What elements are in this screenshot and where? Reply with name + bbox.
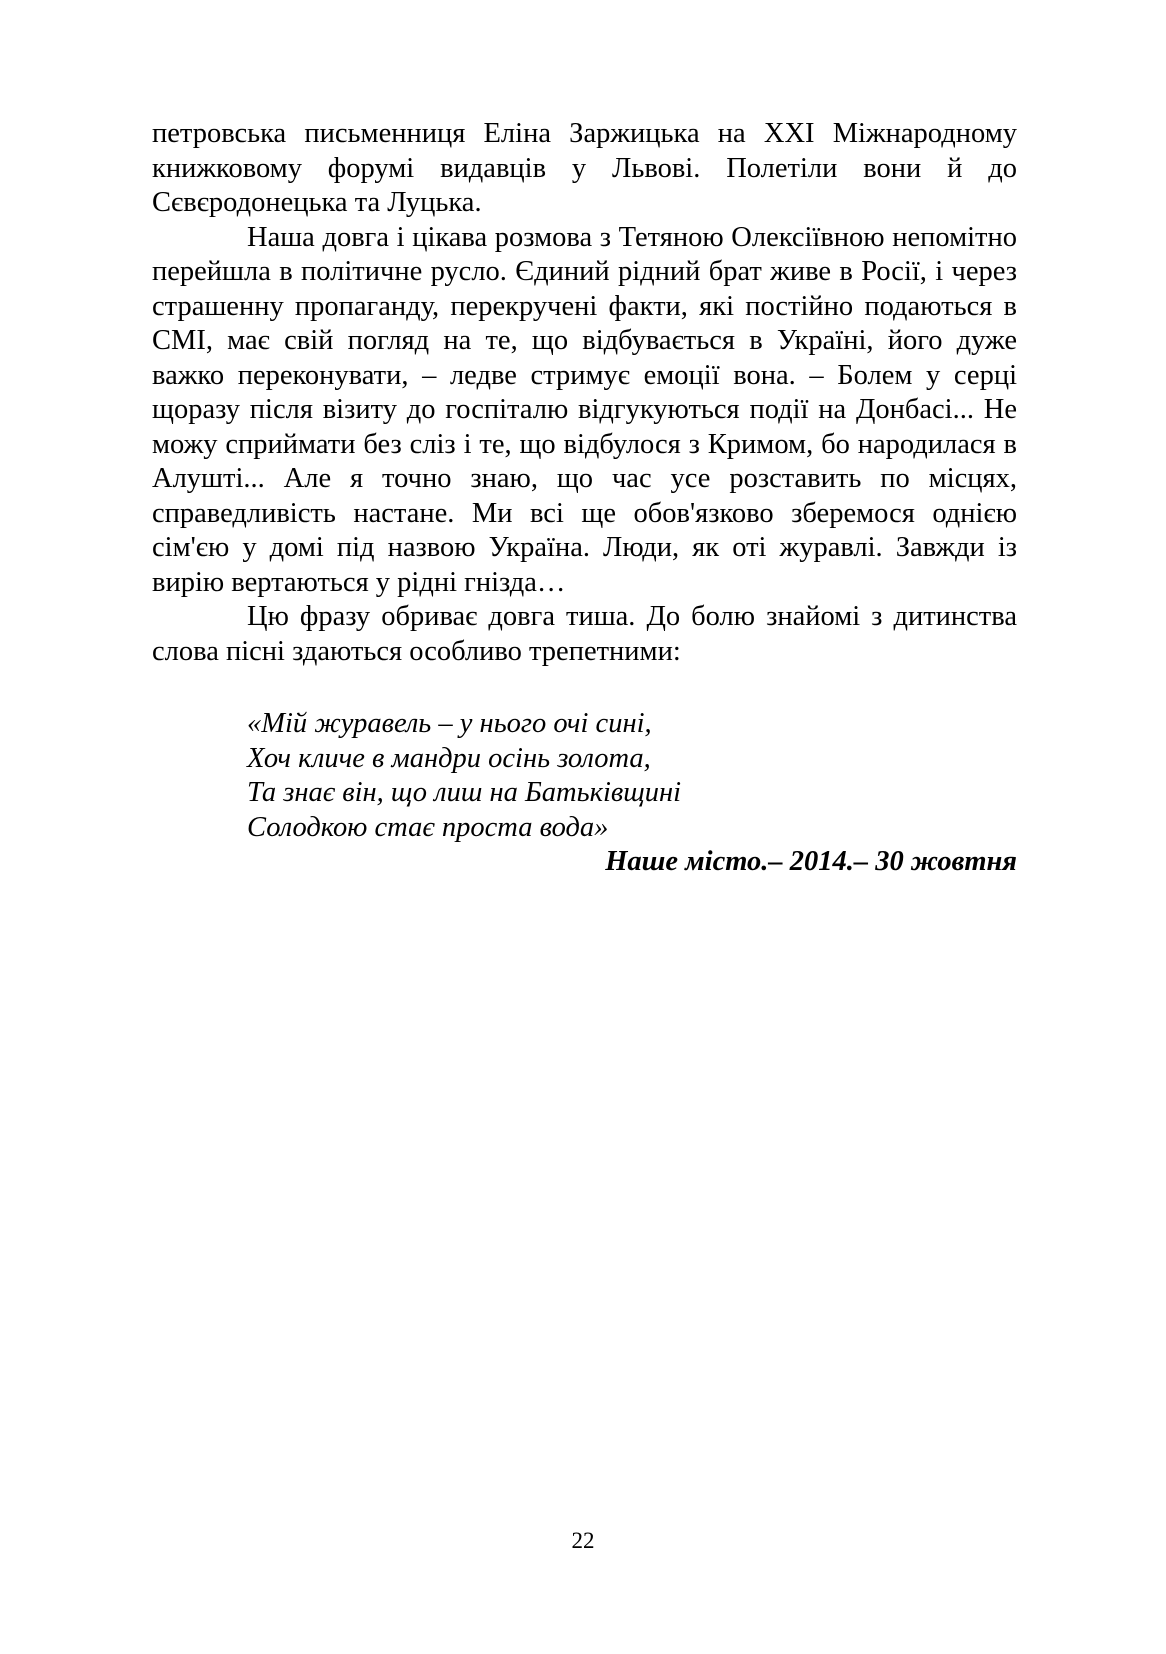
- article-body: [152, 117, 1017, 880]
- page-number: 22: [571, 1528, 595, 1553]
- poem-quote: [247, 707, 1017, 845]
- poem-line-4: Солодкою стає проста вода»: [247, 811, 609, 843]
- paragraph-3: Цю фразу обриває довга тиша. До болю знайомі з дитинства слова пісні здаються особливо трепетними:: [152, 601, 1017, 667]
- poem-line-1: «Мій журавель – у нього очі сині,: [247, 708, 652, 739]
- paragraph-1: петровська письменниця Еліна Заржицька на XXI Міжнародному книжковому форумі видавців у Львові. Полетіли вони й до Сєвєродонецька та Луцька.: [152, 118, 1017, 218]
- poem-line-2: Хоч кличе в мандри осінь золота,: [247, 742, 651, 774]
- poem-line-3: Та знає він, що лиш на Батьківщині: [247, 777, 682, 808]
- paragraph-2: Наша довга і цікава розмова з Тетяною Олексіївною непомітно перейшла в політичне русло. Єдиний рідний брат живе в Росії, і через страшенну пропаганду, перекручені факти, які постійно подаються в СМІ, має свій погляд на те, що відбувається в Україні, його дуже важко переконувати, – ледве стримує емоції вона. – Болем у серці щоразу після візиту до госпіталю відгукуються події на Донбасі... Не можу сприймати без сліз і те, що відбулося з Кримом, бо народилася в Алушті... Але я точно знаю, що час усе розставить по місцях, справедливість настане. Ми всі ще обов'язково зберемося однією сім'єю у домі під назвою Україна. Люди, як оті журавлі. Завжди із вирію вертаються у рідні гнізда…: [152, 221, 1017, 598]
- source-citation: Наше місто.– 2014.– 30 жовтня: [605, 846, 1017, 877]
